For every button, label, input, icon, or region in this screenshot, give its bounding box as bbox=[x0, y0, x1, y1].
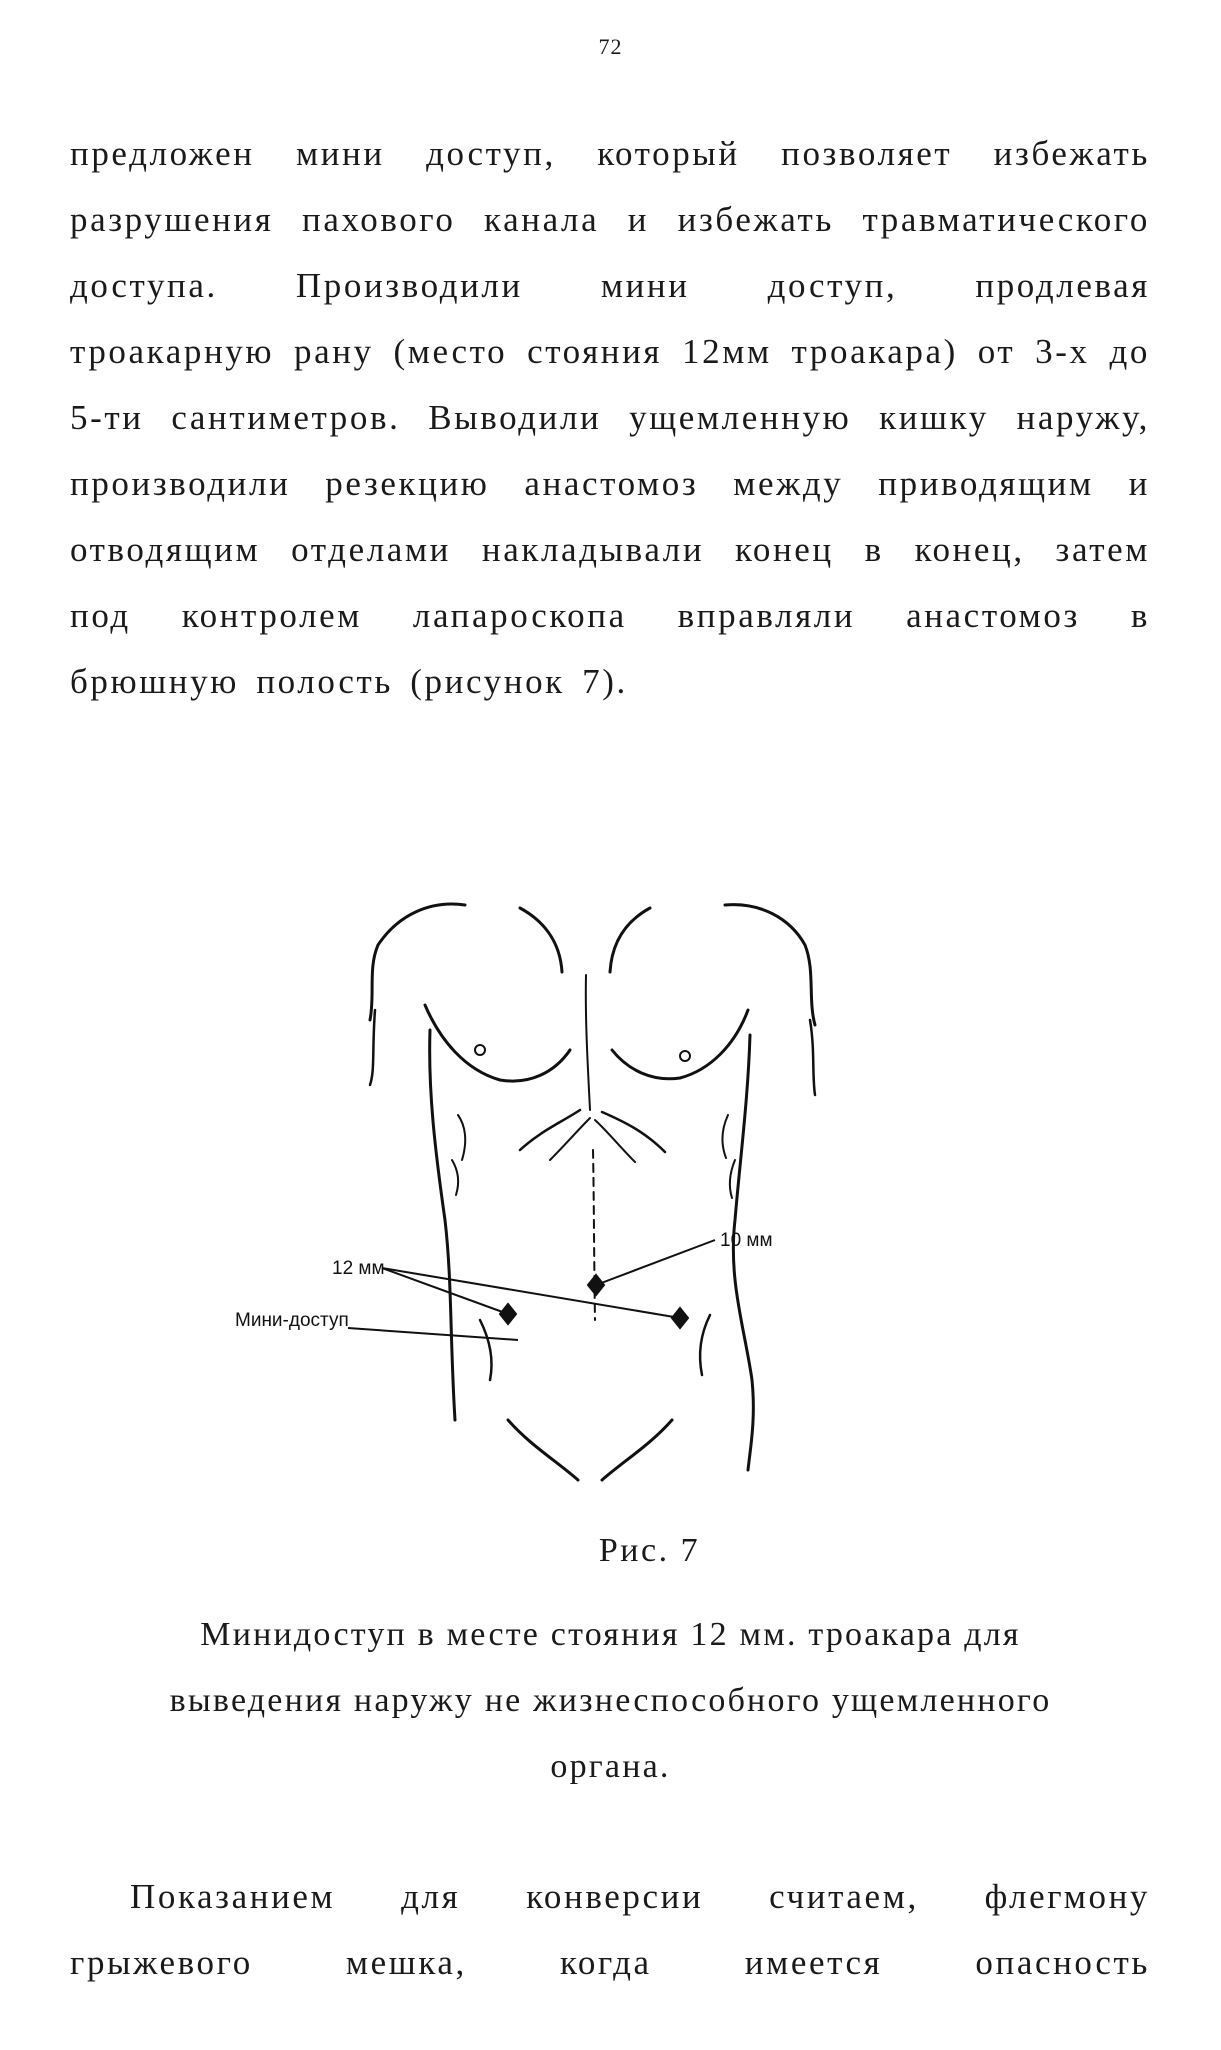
caption-line: Минидоступ в месте стояния 12 мм. троакара для bbox=[200, 1616, 1021, 1653]
pointer-12mm-right bbox=[382, 1268, 680, 1318]
right-arm-line bbox=[810, 1020, 815, 1095]
text-line: разрушения пахового канала и избежать травматического bbox=[70, 200, 1150, 239]
figure-caption bbox=[0, 1602, 1221, 1800]
text-line: под контролем лапароскопа вправляли анастомоз в bbox=[70, 596, 1150, 635]
text-line: грыжевого мешка, когда имеется опасность bbox=[70, 1943, 1150, 1982]
left-serratus bbox=[458, 1115, 465, 1160]
caption-line: выведения наружу не жизнеспособного ущемленного bbox=[169, 1682, 1052, 1719]
left-neck-line bbox=[520, 908, 562, 972]
right-neck-line bbox=[610, 908, 650, 972]
right-torso-side bbox=[733, 1035, 753, 1470]
left-shoulder-outline bbox=[370, 904, 465, 1020]
port-marker-10mm bbox=[588, 1275, 604, 1295]
text-line: Показанием для конверсии считаем, флегмону bbox=[130, 1877, 1150, 1916]
text-line: отводящим отделами накладывали конец в конец, затем bbox=[70, 530, 1150, 569]
right-serratus-lower bbox=[730, 1160, 735, 1198]
port-marker-right-12mm bbox=[672, 1308, 688, 1328]
right-serratus bbox=[722, 1115, 728, 1158]
left-torso-side bbox=[430, 1030, 455, 1420]
port-marker-left-12mm bbox=[500, 1304, 516, 1324]
right-rib-line bbox=[602, 1112, 665, 1152]
pointer-10mm bbox=[596, 1240, 715, 1285]
label-10mm: 10 мм bbox=[720, 1230, 773, 1251]
pointer-mini-access bbox=[348, 1328, 518, 1340]
text-line: 5-ти сантиметров. Выводили ущемленную кишку наружу, bbox=[70, 398, 1150, 437]
figure-caption-title: Рис. 7 bbox=[598, 1532, 701, 1569]
left-inguinal-line bbox=[480, 1320, 492, 1380]
left-pectoral bbox=[425, 1005, 570, 1081]
body-paragraph-top bbox=[70, 121, 1150, 715]
text-line: троакарную рану (место стояния 12мм троакара) от 3-х до bbox=[70, 332, 1150, 371]
left-rib-line bbox=[520, 1110, 580, 1150]
left-nipple bbox=[475, 1045, 485, 1055]
text-line: брюшную полость (рисунок 7). bbox=[70, 662, 628, 701]
right-pectoral bbox=[612, 1010, 748, 1079]
pointer-12mm-left bbox=[382, 1268, 508, 1314]
text-line: производили резекцию анастомоз между приводящим и bbox=[70, 464, 1150, 503]
label-12mm: 12 мм bbox=[332, 1258, 385, 1279]
right-inguinal-line bbox=[700, 1315, 710, 1375]
sternum-line bbox=[586, 975, 590, 1110]
torso-diagram bbox=[235, 860, 980, 1520]
torso-diagram-figure bbox=[235, 860, 980, 1520]
right-shoulder-outline bbox=[725, 905, 815, 1025]
page-number: 72 bbox=[598, 34, 623, 59]
body-paragraph-bottom bbox=[70, 1864, 1150, 1996]
left-serratus-lower bbox=[452, 1160, 458, 1195]
text-line: предложен мини доступ, который позволяет избежать bbox=[70, 134, 1150, 173]
label-mini-access: Мини-доступ bbox=[235, 1310, 349, 1331]
caption-line: органа. bbox=[550, 1748, 671, 1785]
right-groin-line bbox=[602, 1420, 672, 1480]
left-groin-line bbox=[508, 1420, 578, 1480]
right-nipple bbox=[680, 1051, 690, 1061]
text-line: доступа. Производили мини доступ, продлевая bbox=[70, 266, 1150, 305]
